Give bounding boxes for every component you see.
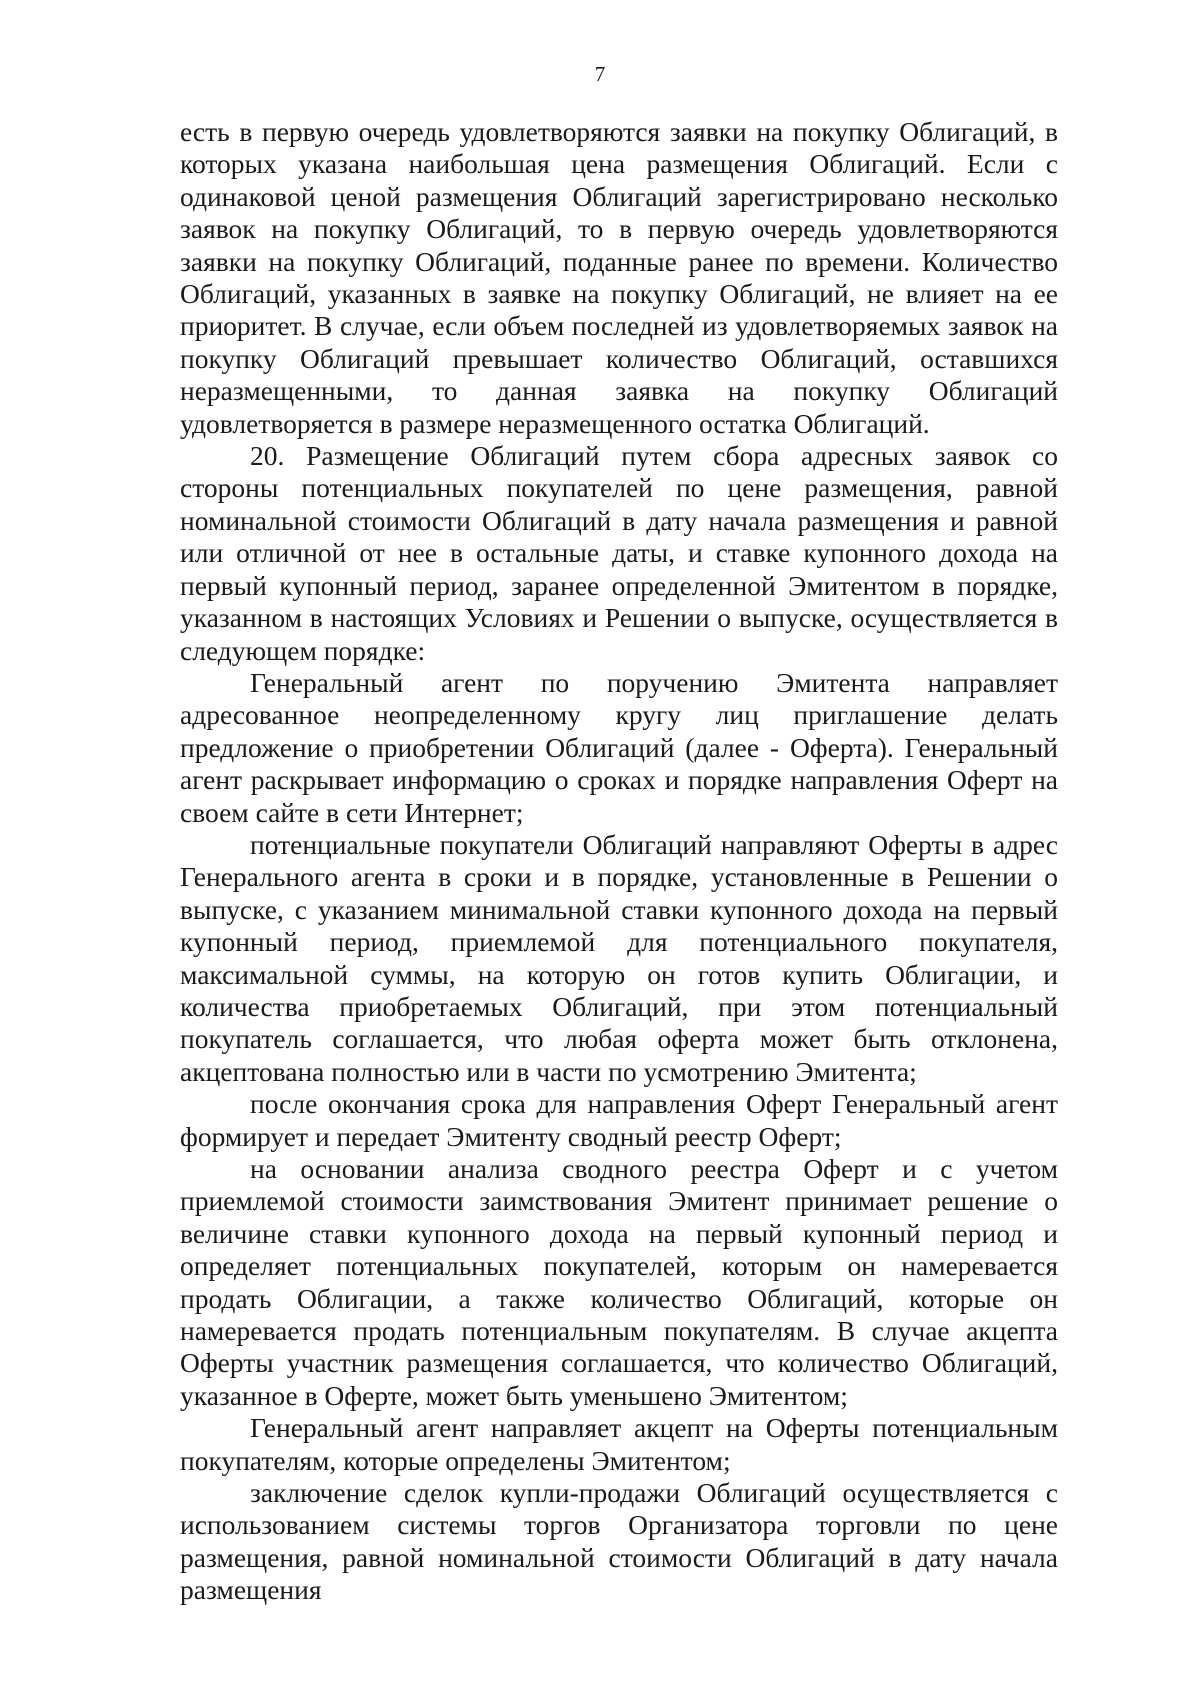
paragraph-item-20: 20. Размещение Облигаций путем сбора адресных заявок со стороны потенциальных покупателей по цене размещения, равной номинальной стоимости Облигаций в дату начала размещения и равной или отличной от нее в остальные даты, и ставке купонного дохода на первый купонный период, заранее определенной Эмитентом в порядке, указанном в настоящих Условиях и Решении о выпуске, осуществляется в следующем порядке: xyxy=(180,440,1058,666)
paragraph-buyers-send-offers: потенциальные покупатели Облигаций направляют Оферты в адрес Генерального агента в сроки и в порядке, установленные в Решении о выпуске, с указанием минимальной ставки купонного дохода на первый купонный период, приемлемой для потенциального покупателя, максимальной суммы, на которую он готов купить Облигации, и количества приобретаемых Облигаций, при этом потенциальный покупатель соглашается, что любая оферта может быть отклонена, акцептована полностью или в части по усмотрению Эмитента; xyxy=(180,828,1058,1087)
paragraph-offer-registry: после окончания срока для направления Оферт Генеральный агент формирует и передает Эмитенту сводный реестр Оферт; xyxy=(180,1088,1058,1152)
paragraph-deals: заключение сделок купли-продажи Облигаций осуществляется с использованием системы торгов Организатора торговли по цене размещения, равной номинальной стоимости Облигаций в дату начала размещения xyxy=(180,1477,1058,1606)
paragraph-issuer-decision: на основании анализа сводного реестра Оферт и с учетом приемлемой стоимости заимствования Эмитент принимает решение о величине ставки купонного дохода на первый купонный период и определяет потенциальных покупателей, которым он намеревается продать Облигации, а также количество Облигаций, которые он намеревается продать потенциальным покупателям. В случае акцепта Оферты участник размещения соглашается, что количество Облигаций, указанное в Оферте, может быть уменьшено Эмитентом; xyxy=(180,1153,1058,1411)
paragraph-acceptance: Генеральный агент направляет акцепт на Оферты потенциальным покупателям, которые определены Эмитентом; xyxy=(180,1412,1058,1476)
page-number: 7 xyxy=(594,62,606,86)
paragraph-continuation: есть в первую очередь удовлетворяются заявки на покупку Облигаций, в которых указана наибольшая цена размещения Облигаций. Если с одинаковой ценой размещения Облигаций зарегистрировано несколько заявок на покупку Облигаций, то в первую очередь удовлетворяются заявки на покупку Облигаций, поданные ранее по времени. Количество Облигаций, указанных в заявке на покупку Облигаций, не влияет на ее приоритет. В случае, если объем последней из удовлетворяемых заявок на покупку Облигаций превышает количество Облигаций, оставшихся неразмещенными, то данная заявка на покупку Облигаций удовлетворяется в размере неразмещенного остатка Облигаций. xyxy=(180,116,1058,439)
document-body xyxy=(180,116,1058,1607)
paragraph-offer-invitation: Генеральный агент по поручению Эмитента направляет адресованное неопределенному кругу лиц приглашение делать предложение о приобретении Облигаций (далее - Оферта). Генеральный агент раскрывает информацию о сроках и порядке направления Оферт на своем сайте в сети Интернет; xyxy=(180,666,1058,828)
